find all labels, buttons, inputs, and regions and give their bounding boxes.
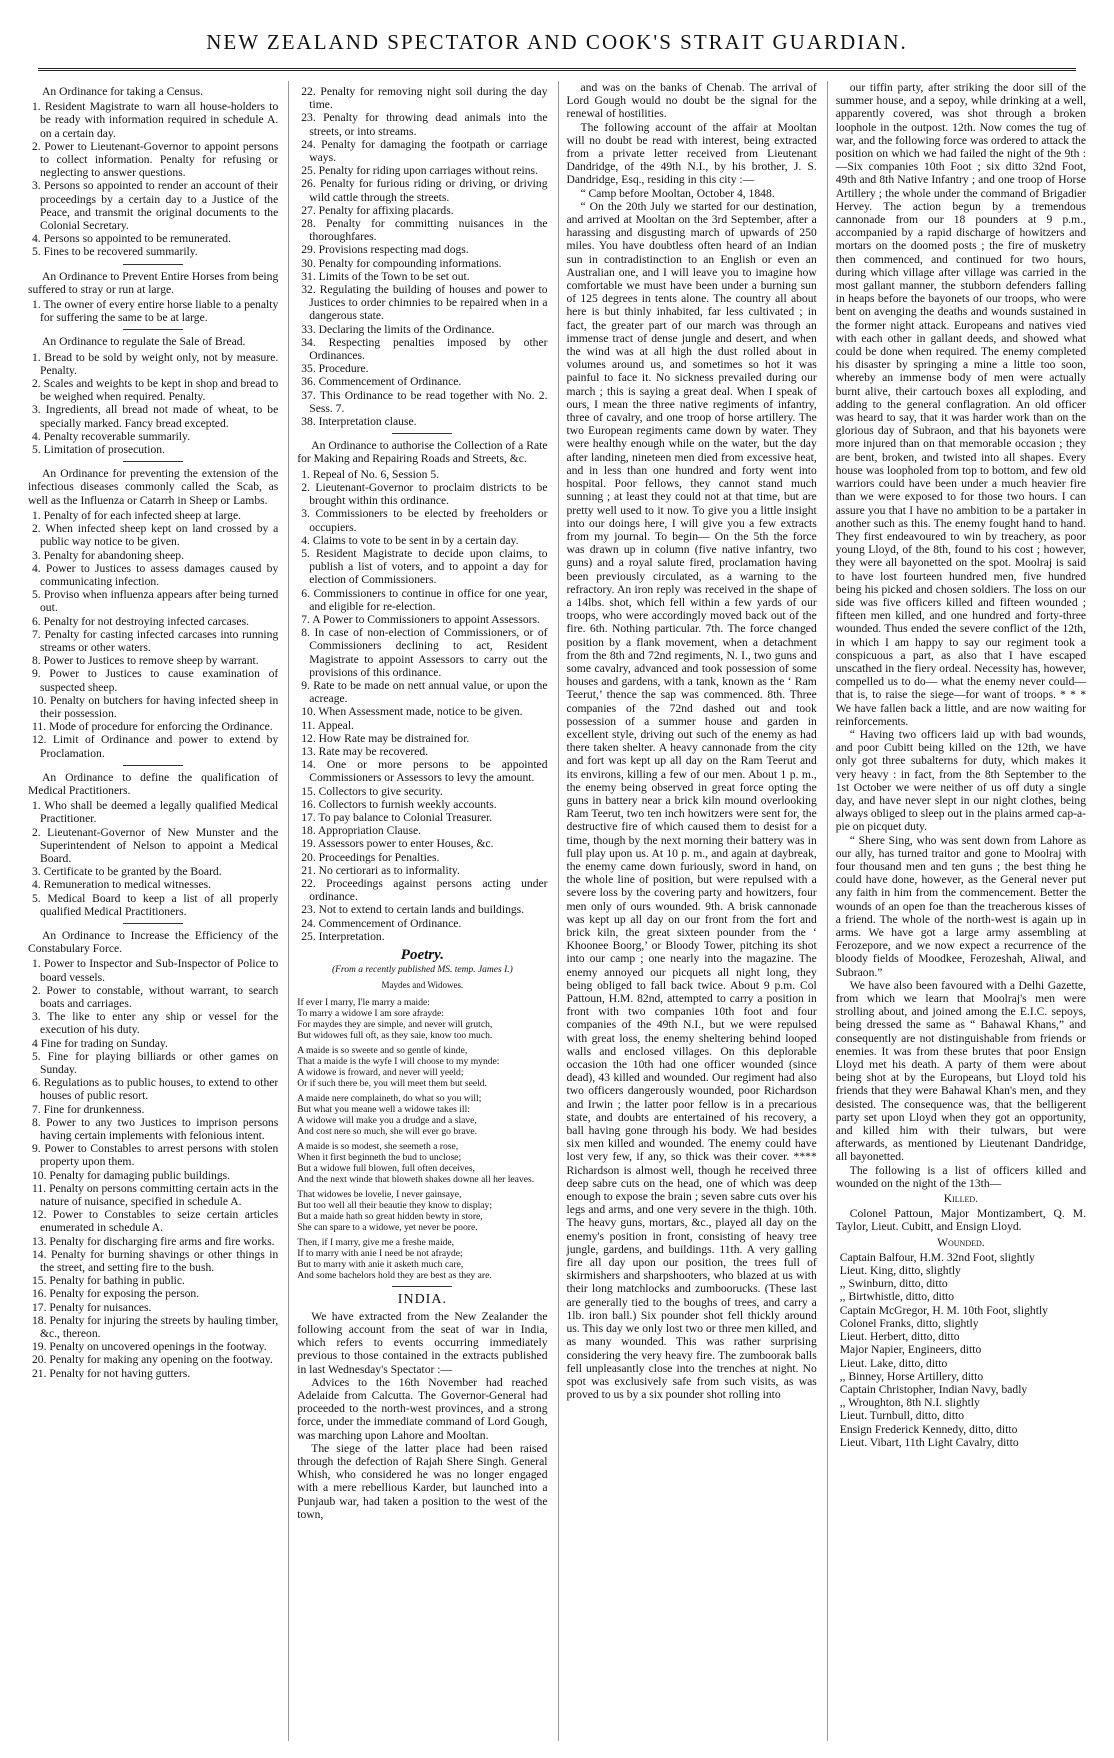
poem-line: But to marry with anie it asketh much care, (297, 1258, 464, 1270)
ordinance-clause: 2. Scales and weights to be kept in shop and bread to be weighed when required. Penalty. (32, 377, 279, 404)
ordinance-clause: 22. Penalty for removing night soil during the day time. (301, 85, 548, 112)
ordinance (28, 929, 278, 1380)
wounded-entry: Ensign Frederick Kennedy, ditto, ditto (839, 1422, 1018, 1436)
poem-line: A maide is so modest, she seemeth a rose, (297, 1140, 459, 1152)
ordinance-clause: 15. Penalty for bathing in public. (32, 1274, 185, 1288)
ordinance-clause: 2. Lieutenant-Governor to proclaim districts to be brought within this ordinance. (301, 480, 548, 508)
ordinance-clause: 29. Provisions respecting mad dogs. (301, 243, 469, 257)
ordinance-clause: 30. Penalty for compounding informations. (301, 256, 502, 270)
masthead-rule (38, 68, 1076, 71)
column-3 (558, 81, 817, 1741)
section-separator (123, 329, 183, 330)
column-2 (288, 81, 547, 1741)
poem-line: A maide is so sweete and so gentle of kinde, (297, 1044, 468, 1056)
wounded-entry: Captain Christopher, Indian Navy, badly (839, 1382, 1028, 1396)
poem-line: A maide nere complaineth, do what so you will; (297, 1092, 482, 1104)
poem-line: A widowe will make you a drudge and a slave, (297, 1114, 477, 1126)
ordinance-clause: 7. Penalty for casting infected carcases into running streams or other waters. (32, 627, 279, 654)
column-1 (28, 81, 278, 1741)
ordinance-continued (297, 85, 547, 428)
columns (28, 81, 1086, 1741)
poem-line: But what you meane well a widowe takes ill: (297, 1103, 470, 1115)
poem-line: That a maide is the wyfe I will choose to my mynde: (297, 1055, 500, 1067)
ordinance-clause: 1. Who shall be deemed a legally qualified Medical Practitioner. (32, 799, 279, 826)
wounded-heading: Wounded. (937, 1235, 985, 1249)
ordinance-clause: 1. Penalty of for each infected sheep at large. (32, 508, 242, 522)
ordinance-clause: 7. A Power to Commissioners to appoint Assessors. (301, 612, 540, 626)
poem-line: To marry a widowe I am sore afrayde: (297, 1007, 444, 1019)
ordinance-clause: 1. Resident Magistrate to warn all house-holders to be ready with information required in schedule A. on a certain day. (32, 100, 279, 140)
article-paragraph: “ Having two officers laid up with bad wounds, and poor Cubitt being killed on the 12th, we have only got three subalterns for duty, which makes it very heavy : in fact, from the 8th September to the 1st October we were neither of us off duty a single day, and have never slept in our night clothes, being always obliged to sleep out in the plains armed cap-a-pie on picquet duty. (835, 727, 1086, 834)
poetry-heading: Poetry. (400, 947, 444, 963)
poem-stanza (297, 1093, 547, 1137)
ordinance-title: An Ordinance to Prevent Entire Horses from being suffered to stray or run at large. (28, 269, 279, 296)
ordinance-clause: 22. Proceedings against persons acting under ordinance. (301, 876, 548, 904)
section-separator (123, 264, 183, 265)
poetry-source: (From a recently published MS. temp. James I.) (331, 965, 513, 976)
ordinance-clause: 4. Power to Justices to assess damages caused by communicating infection. (32, 561, 279, 588)
poem-line: And cost nere so much, she will ever go brave. (297, 1125, 478, 1137)
wounded-entry: ,, Binney, Horse Artillery, ditto (839, 1369, 984, 1383)
ordinance-title: An Ordinance to define the qualification of Medical Practitioners. (28, 770, 279, 797)
poem-line: And some bachelors hold they are best as they are. (297, 1269, 492, 1281)
poem-line: She can spare to a widowe, yet never be poore. (297, 1221, 478, 1233)
ordinance-clause: 3. Penalty for abandoning sheep. (32, 548, 184, 562)
wounded-entry: Major Napier, Engineers, ditto (839, 1343, 982, 1357)
ordinance-clause: 7. Fine for drunkenness. (32, 1102, 145, 1116)
wounded-entry: Colonel Franks, ditto, slightly (839, 1316, 979, 1330)
poem-stanza (297, 1045, 547, 1089)
ordinance-clause: 8. Power to any two Justices to imprison persons having certain implements with felonious intent. (32, 1115, 279, 1143)
wounded-entry: Captain McGregor, H. M. 10th Foot, slightly (839, 1303, 1048, 1317)
ordinance-clause: 4. Penalty recoverable summarily. (32, 429, 190, 443)
ordinance-title: An Ordinance to regulate the Sale of Bread. (42, 335, 246, 349)
ordinance-clause: 11. Appeal. (301, 718, 354, 732)
ordinance-clause: 6. Regulations as to public houses, to extend to other houses of public resort. (32, 1076, 279, 1103)
ordinance-clause: 18. Appropriation Clause. (301, 824, 422, 838)
article-paragraph: We have also been favoured with a Delhi Gazette, from which we learn that Moolraj's men were strolling about, and joined among the E.I.C. sepoys, being dressed the same as “ Bahawal Khans,” and consequently are not distinguishable from friends or enemies. It was from these brutes that poor Ensign Lloyd met his death. A party of them were about being shot at by the Europeans, but Lloyd told his friends that they were Bahawal Khan's men, and they desisted. The consequence was, that the belligerent party set upon Lloyd when they got an opportunity, and killed him with their tulwars, but were afterwards, as mentioned by Lieutenant Dandridge, all bayonetted. (835, 978, 1086, 1164)
ordinance-clause: 10. Penalty for damaging public buildings. (32, 1168, 231, 1182)
poem-line: But a widowe full blowen, full often deceives, (297, 1162, 475, 1174)
ordinance-clause: 1. Repeal of No. 6, Session 5. (301, 467, 440, 481)
ordinance (28, 771, 278, 918)
ordinance-clause: 3. Persons so appointed to render an account of their proceedings by a certain day to a Justice of the Peace, and transmit the original documents to the Colonial Secretary. (32, 179, 279, 233)
ordinance-clause: 16. Penalty for exposing the person. (32, 1287, 200, 1301)
ordinance-clause: 1. Power to Inspector and Sub-Inspector of Police to board vessels. (32, 957, 279, 984)
ordinance-title: An Ordinance to Increase the Efficiency of the Constabulary Force. (28, 928, 279, 956)
article-paragraph: Advices to the 16th November had reached Adelaide from Calcutta. The Governor-General had proceeded to the north-west provinces, and a strong force, under the immediate command of Lord Gough, was marching upon Lahore and Mooltan. (297, 1375, 548, 1442)
poem-line: Or if such there be, you will meet them but seeld. (297, 1077, 487, 1089)
ordinance-clause: 20. Proceedings for Penalties. (301, 850, 440, 864)
ordinance-clause: 12. Limit of Ordinance and power to extend by Proclamation. (32, 733, 279, 760)
ordinance (28, 85, 278, 259)
ordinance-clause: 11. Penalty on persons committing certain acts in the nature of nuisance, specified in schedule A. (32, 1181, 279, 1209)
ordinance-clause: 5. Fines to be recovered summarily. (32, 245, 198, 259)
ordinance-title: An Ordinance to authorise the Collection of a Rate for Making and Repairing Roads and Streets, &c. (297, 439, 548, 466)
ordinance-clause: 24. Commencement of Ordinance. (301, 916, 462, 930)
poem-title: Maydes and Widowes. (381, 980, 464, 991)
ordinance-clause: 17. Penalty for nuisances. (32, 1300, 152, 1314)
column-4 (827, 81, 1086, 1741)
article-paragraph: “ Camp before Mooltan, October 4, 1848. (580, 186, 775, 200)
wounded-entry: Lieut. Turnbull, ditto, ditto (839, 1409, 965, 1423)
ordinance-clause: 10. Penalty on butchers for having infected sheep in their possession. (32, 693, 279, 720)
article-paragraph: The following is a list of officers killed and wounded on the night of the 13th— (835, 1163, 1086, 1190)
ordinance-clause: 4. Claims to vote to be sent in by a certain day. (301, 533, 519, 547)
ordinance-clause: 12. How Rate may be distrained for. (301, 731, 470, 745)
ordinance-clause: 6. Penalty for not destroying infected carcases. (32, 614, 249, 628)
section-separator (123, 461, 183, 462)
ordinance-clause: 15. Collectors to give security. (301, 784, 443, 798)
poem-stanza (297, 1189, 547, 1233)
article-paragraph: and was on the banks of Chenab. The arrival of Lord Gough would no doubt be the signal for the renewal of hostilities. (566, 81, 817, 121)
wounded-entry: ,, Birtwhistle, ditto, ditto (839, 1290, 955, 1304)
ordinance (28, 335, 278, 456)
ordinance-clause: 23. Not to extend to certain lands and buildings. (301, 903, 525, 917)
section-separator (123, 765, 183, 766)
ordinance-clause: 14. One or more persons to be appointed Commissioners or Assessors to levy the amount. (301, 758, 548, 785)
ordinance-clause: 20. Penalty for making any opening on the footway. (32, 1353, 273, 1367)
poem-line: But widowes full oft, as they saie, know too much. (297, 1029, 493, 1041)
ordinance-clause: 9. Power to Constables to arrest persons with stolen property upon them. (32, 1142, 279, 1169)
wounded-entry: Lieut. Vibart, 11th Light Cavalry, ditto (839, 1435, 1019, 1449)
ordinance-clause: 2. Lieutenant-Governor of New Munster and the Superintendent of Nelson to appoint a Medical Board. (32, 825, 279, 865)
ordinance-clause: 17. To pay balance to Colonial Treasurer. (301, 810, 493, 824)
ordinance (28, 467, 278, 759)
ordinance-clause: 31. Limits of the Town to be set out. (301, 269, 470, 283)
masthead: NEW ZEALAND SPECTATOR AND COOK'S STRAIT GUARDIAN. (206, 30, 908, 54)
killed-list: Colonel Pattoun, Major Montizambert, Q. M. Taylor, Lieut. Cubitt, and Ensign Lloyd. (835, 1207, 1086, 1234)
poem-stanza (297, 1237, 547, 1281)
ordinance-clause: 32. Regulating the building of houses and power to Justices to order chimnies to be repaired when in a dangerous state. (301, 283, 548, 323)
ordinance-clause: 23. Penalty for throwing dead animals into the streets, or into streams. (301, 111, 548, 138)
poem-line: That widowes be lovelie, I never gainsaye, (297, 1188, 462, 1200)
ordinance-clause: 36. Commencement of Ordinance. (301, 375, 462, 389)
wounded-entry: ,, Swinburn, ditto, ditto (839, 1277, 948, 1291)
ordinance-clause: 26. Penalty for furious riding or driving, or driving wild cattle through the streets. (301, 177, 548, 204)
ordinance-clause: 5. Limitation of prosecution. (32, 443, 165, 457)
killed-heading: Killed. (943, 1192, 979, 1206)
ordinance-clause: 13. Rate may be recovered. (301, 744, 429, 758)
ordinance-clause: 2. Power to constable, without warrant, to search boats and carriages. (32, 983, 279, 1010)
ordinance-clause: 8. Power to Justices to remove sheep by warrant. (32, 654, 259, 668)
ordinance-clause: 19. Assessors power to enter Houses, &c. (301, 837, 494, 851)
ordinance-clause: 12. Power to Constables to seize certain articles enumerated in schedule A. (32, 1208, 279, 1235)
section-separator (392, 1286, 452, 1287)
ordinance-title: An Ordinance for taking a Census. (42, 85, 203, 98)
poem-line: For maydes they are simple, and never will grutch, (297, 1018, 493, 1030)
ordinance-clause: 25. Penalty for riding upon carriages without reins. (301, 164, 538, 178)
poem-line: When it first beginneth the bud to unclose; (297, 1151, 462, 1163)
ordinance-clause: 14. Penalty for burning shavings or other things in the street, and setting fire to the bush. (32, 1247, 279, 1275)
poem-stanza (297, 997, 547, 1041)
ordinance-clause: 27. Penalty for affixing placards. (301, 203, 454, 217)
article-paragraph: “ On the 20th July we started for our destination, and arrived at Mooltan on the 3rd September, after a harassing and disgusting march of upwards of 250 miles. You have doubtless often heard of an Indian sun in contradistinction to an English or even an Australian one, and I will leave you to imagine how comfortable we must have been under a burning sun of 125 degrees in tents alone. The country all about here is but thinly inhabited, far less cultivated ; in fact, the greater part of our march was through an immense tract of dense jungle and desert, and when the wind was at all high the dust rolled about in volumes around us, and sometimes so hot it was painful to face it. No sickness prevailed during our march ; this is saying a great deal. When I speak of ours, I mean the three native regiments of infantry, three of cavalry, and one troop of horse artillery. The two European regiments came down by water. They were healthy enough while on the water, but the day after landing, nineteen men died from excessive heat, and in less than one hundred and forty went into hospital. Poor fellows, they cannot stand much sunning ; at least they could not at that time, but are pretty well used to it now. To give you a little insight into our doings here, I will give you a few extracts from my journal. To begin— On the 5th the force was drawn up in column (five native infantry, two guns) and a royal salute fired, proclamation having been previously circulated, as a warning to the refractory. An iron reply was received in the shape of a 14lbs. shot, which fell within a few yards of our troops, who were accordingly moved back out of the fire. 6th. Nothing particular. 7th. The force changed position by a flank movement, when a detachment from the 8th and 72nd regiments, N. I., two guns and some cavalry, advanced and took possession of some houses and gardens, with a tank, known as the ‘ Ram Teerut,’ thence the sap was commenced. 8th. Three companies of the 72nd dashed out and took possession of a summer house and garden in excellent style, driving out such of the enemy as had there taken shelter. A heavy cannonade from the city and fort was kept up all day on the Ram Teerut and its environs, killing a few of our men. About 1 p. m., the enemy being observed in great force opting the guns in battery near a brick kiln mound overlooking Ram Teerut, two ten inch howitzers were sent for, the destructive fire of which caused them to desist for a time, though by the next morning their battery was in full play upon us. At 10 p. m., and again at daybreak, the enemy came down furiously, sword in hand, on the whole line of position, but were repulsed with a severe loss by the covering party and howitzers, four men only of ours wounded. 9th. A brisk cannonade was kept up all day on our front from the fort and brick kiln, the great sixteen pounder from the ‘ Khoonee Boorg,’ or Bloody Tower, pitching its shot into our camp ; one nearly into the magazine. The enemy annoyed our picquets all night long, they being obliged to fall back twice. About 9 p.m. Col Pattoun, H.M. 82nd, attempted to carry a position in front with two companies 10th foot and four companies of the 49th N.I., but we were repulsed with great loss, the enemy sheltering behind looped walls and enclosed villages. On this deplorable occasion the 10th had one officer wounded (since dead), 43 killed and wounded. Our regiment had also two officers dangerously wounded, poor Richardson and Irwin ; the latter poor fellow is in a precarious state, and doubts are entertained of his recovery, a ball having gone through his body. We had besides six men killed and wounded. The enemy could have lost very few, if any, so thick was their cover. **** Richardson is almost well, though he received three deep sabre cuts on the head, one of which was deep enough to expose the brain ; seven sabre cuts over his legs and arms, and one very severe in the thigh. 10th. The heavy guns, mortars, &c., played all day on the enemy's position in front, consisting of heavy tree jungle, gardens, and buildings. 11th. A very galling fire all day upon our position, the trees full of skirmishers and sharpshooters, who blazed at us with their long matchlocks and zumboorucks. (These last are generally tied to the boughs of trees, and carry a 1lb. iron ball.) Six pounder shot fell thickly around us. This day we only lost two or three men killed, and as many wounded. This was rather surprising considering the very heavy fire. The zumboorak balls fell unpleasantly close into the trenches at night. No spot was exclusively safe from such visits, as was proved to us by a six pounder shot rolling into (566, 199, 817, 1402)
poem-line: But too well all their beautie they know to display; (297, 1199, 493, 1211)
ordinance-clause: 10. When Assessment made, notice to be given. (301, 705, 523, 719)
poem-line: If ever I marry, I'le marry a maide: (297, 996, 430, 1008)
ordinance-clause: 9. Power to Justices to cause examination of suspected sheep. (32, 667, 279, 694)
ordinance-clause: 37. This Ordinance to be read together with No. 2. Sess. 7. (301, 388, 548, 415)
ordinance-clause: 5. Proviso when influenza appears after being turned out. (32, 588, 279, 615)
article-paragraph: our tiffin party, after striking the door sill of the summer house, and a sepoy, while drinking at a well, apparently covered, was shot through a broken loophole in the outpost. 12th. Now comes the tug of war, and the following force was ordered to attack the position on which we had failed the night of the 9th :—Six companies 10th Foot ; six ditto 32nd Foot, 49th and 8th Native Infantry ; and one troop of Horse Artillery ; the whole under the command of Brigadier Hervey. The action begun by a tremendous cannonade from our 18 pounders at 9 p.m., accompanied by a rapid discharge of howitzers and mortars on the doomed posts ; the fire of musketry then commenced, and continued for two hours, during which village after village was carried in the most gallant manner, the stubborn defenders falling in heaps before the bayonets of our troops, who were bent on avenging the deaths and wounds sustained in the former night attack. Europeans and natives vied with each other in gallant deeds, and showed what could be done when required. The enemy completed his disaster by springing a mine a little too soon, whereby an immense body of men were actually burnt alive, their cartouch boxes all exploding, and adding to the general conflagration. An old officer was heard to say, that it was harder work than on the glorious day of Subraon, and that his bayonets were more injured than on that memorable occasion ; they are bent, broken, and twisted into all shapes. Every house was loopholed from top to bottom, and few old warriors could have been under a much heavier fire than we were exposed to for those two hours. I can assure you that I have no ambition to be a partaker in another such as this. The enemy fought hand to hand. They first endeavoured to win by treachery, as poor young Lloyd, of the 8th, found to his cost ; however, they were all bayonetted on the spot. Moolraj is said to have lost fourteen hundred men, five hundred being his picked and chosen soldiers. The loss on our side was five officers killed and fifteen wounded ; fifteen men killed, and one hundred and forty-three wounded. Thus ended the severe conflict of the 12th, in which I am happy to say our regiment took a conspicuous a part, as also that I have escaped unscathed in the fiery ordeal. Necessity has, however, compelled us to do— what the enemy never could—that is, to raise the siege—for want of troops. * * * We have fallen back a little, and are now waiting for reinforcements. (835, 81, 1086, 728)
article-paragraph: “ Shere Sing, who was sent down from Lahore as our ally, has turned traitor and gone to Moolraj with four thousand men and ten guns ; the best thing he could have done, however, as the General never put any faith in him from the commencement. Better the wounds of an open foe than the treacherous kisses of a friend. The whole of the north-west is again up in arms. We have got a large army assembling at Ferozepore, and we now expect a recurrence of the bloody fields of Moodkee, Ferozeshah, Aliwal, and Subraon.” (835, 833, 1086, 979)
article-paragraph: The following account of the affair at Mooltan will no doubt be read with interest, being extracted from a private letter received from Lieutenant Dandridge, of the 49th N.I., by his brother, J. S. Dandridge, Esq., residing in this city :— (566, 120, 817, 187)
ordinance-clause: 9. Rate to be made on nett annual value, or upon the acreage. (301, 678, 548, 706)
ordinance-clause: 11. Mode of procedure for enforcing the Ordinance. (32, 720, 273, 734)
ordinance (28, 270, 278, 325)
ordinance-clause: 28. Penalty for committing nuisances in the thoroughfares. (301, 217, 548, 244)
ordinance-clause: 4. Persons so appointed to be remunerated. (32, 232, 231, 246)
ordinance-clause: 34. Respecting penalties imposed by other Ordinances. (301, 335, 548, 363)
ordinance-clause: 16. Collectors to furnish weekly accounts. (301, 797, 497, 811)
ordinance-clause: 13. Penalty for discharging fire arms and fire works. (32, 1234, 275, 1248)
ordinance-clause: 19. Penalty on uncovered openings in the footway. (32, 1340, 267, 1354)
ordinance-clause: 3. Commissioners to be elected by freeholders or occupiers. (301, 507, 548, 534)
wounded-entry: Lieut. Herbert, ditto, ditto (839, 1330, 960, 1344)
ordinance-clause: 3. The like to enter any ship or vessel for the execution of his duty. (32, 1010, 279, 1037)
ordinance-clause: 2. Power to Lieutenant-Governor to appoint persons to collect information. Penalty for refusing or neglecting to answer questions. (32, 139, 279, 180)
poem (297, 997, 547, 1281)
ordinance-clause: 35. Procedure. (301, 362, 369, 376)
ordinance-clause: 6. Commissioners to continue in office for one year, and eligible for re-election. (301, 586, 548, 613)
wounded-entry: Lieut. Lake, ditto, ditto (839, 1356, 948, 1370)
section-separator (392, 433, 452, 434)
ordinance-clause: 8. In case of non-election of Commissioners, or of Commissioners declining to act, Resident Magistrate to appoint Assessors to carry out the provisions of this ordinance. (301, 626, 548, 679)
poem-line: If to marry with anie I need be not afrayde; (297, 1247, 463, 1259)
ordinance-clause: 33. Declaring the limits of the Ordinance. (301, 322, 495, 336)
ordinance-clause: 21. Penalty for not having gutters. (32, 1366, 191, 1380)
ordinance-clause: 24. Penalty for damaging the footpath or carriage ways. (301, 137, 548, 165)
section-separator (123, 923, 183, 924)
ordinance-clause: 4 Fine for trading on Sunday. (32, 1036, 168, 1050)
poem-line: Then, if I marry, give me a freshe maide, (297, 1236, 455, 1248)
ordinance-clause: 4. Remuneration to medical witnesses. (32, 878, 212, 892)
ordinance-clause: 2. When infected sheep kept on land crossed by a public way notice to be given. (32, 522, 279, 549)
ordinance-clause: 1. Bread to be sold by weight only, not by measure. Penalty. (32, 350, 279, 377)
ordinance-clause: 38. Interpretation clause. (301, 415, 417, 429)
poem-line: But a maide hath so great hidden bewty in store, (297, 1210, 483, 1222)
ordinance-clause: 5. Medical Board to keep a list of all properly qualified Medical Practitioners. (32, 891, 279, 918)
ordinance-clause: 5. Resident Magistrate to decide upon claims, to publish a list of voters, and to appoint a day for election of Commissioners. (301, 546, 548, 587)
poem-line: And the next winde that bloweth shakes downe all her leaves. (297, 1173, 535, 1185)
ordinance-clause: 3. Ingredients, all bread not made of wheat, to be specially marked. Fancy bread excepted. (32, 403, 279, 430)
india-heading: INDIA. (397, 1291, 447, 1307)
ordinance-clause: 25. Interpretation. (301, 929, 385, 943)
poem-line: A widowe is froward, and never will yeeld; (297, 1066, 464, 1078)
ordinance-clause: 3. Certificate to be granted by the Board. (32, 865, 222, 879)
wounded-entry: ,, Wroughton, 8th N.I. slightly (839, 1396, 980, 1410)
wounded-entry: Lieut. King, ditto, slightly (839, 1264, 961, 1278)
poem-stanza (297, 1141, 547, 1185)
ordinance (297, 439, 547, 943)
wounded-entry: Captain Balfour, H.M. 32nd Foot, slightly (839, 1250, 1035, 1264)
ordinance-clause: 5. Fine for playing billiards or other games on Sunday. (32, 1049, 279, 1077)
ordinance-title: An Ordinance for preventing the extension of the infectious diseases commonly called the Scab, as well as the Influenza or Catarrh in Sheep or Lambs. (28, 467, 279, 507)
article-paragraph: We have extracted from the New Zealander the following account from the seat of war in India, which refers to events occurring immediately previous to those contained in the extracts published in last Wednesday's Spectator :— (297, 1309, 548, 1376)
ordinance-clause: 1. The owner of every entire horse liable to a penalty for suffering the same to be at large. (32, 298, 279, 325)
ordinance-clause: 21. No certiorari as to informality. (301, 863, 460, 877)
ordinance-clause: 18. Penalty for injuring the streets by hauling timber, &c., thereon. (32, 1313, 279, 1341)
article-paragraph: The siege of the latter place had been raised through the defection of Rajah Shere Singh. General Whish, who considered he was no longer engaged with a mere rebellious Karder, but launched into a Punjaub war, had taken a position to the west of the town, (297, 1441, 548, 1521)
